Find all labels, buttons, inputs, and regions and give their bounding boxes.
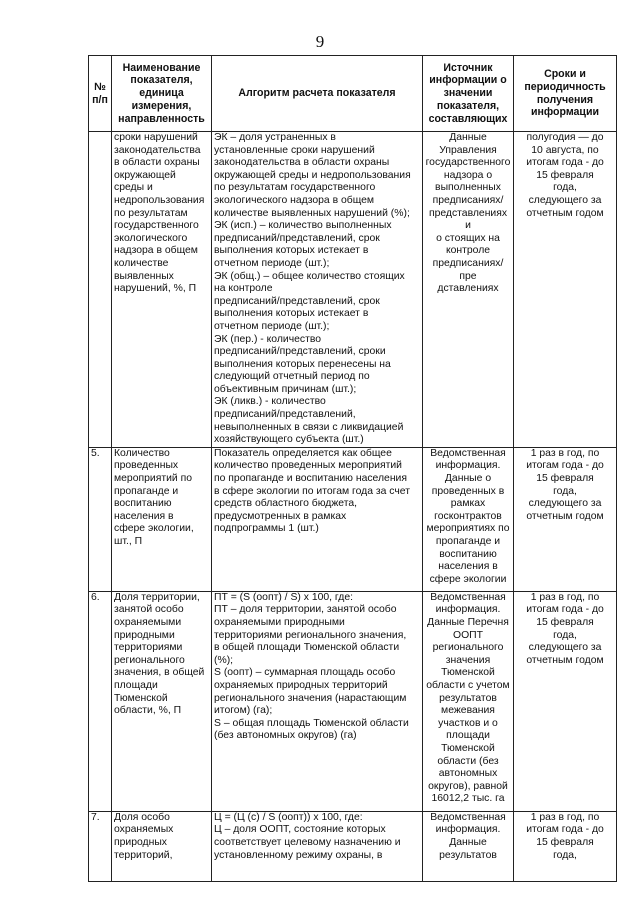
table-header-row — [89, 56, 617, 132]
indicator-source: Ведомственная информация. Данные о проведенных в рамках госконтрактов мероприятиях по пропаганде и воспитанию населения в сфере экологии — [423, 447, 514, 591]
header-algorithm: Алгоритм расчета показателя — [212, 56, 423, 132]
table-row — [89, 132, 617, 448]
indicator-algorithm: Ц = (Ц (с) / S (оопт)) x 100, где: Ц – доля ООПТ, состояние которых соответствует целевому назначению и установленному режиму охраны, в — [212, 811, 423, 881]
indicator-source: Данные Управления государственного надзора о выполненных предписаниях/ представлениях и о стоящих на контроле предписаниях/пре дставлениях — [423, 132, 514, 448]
indicator-source: Ведомственная информация. Данные Перечня ООПТ регионального значения Тюменской области с учетом результатов межевания участков и о площади Тюменской области (без автономных округов), равной 16012,2 тыс. га — [423, 591, 514, 811]
header-indicator-name: Наименование показателя, единица измерения, направленность — [112, 56, 212, 132]
indicator-name: Количество проведенных мероприятий по пропаганде и воспитанию населения в сфере экологии, шт., П — [112, 447, 212, 591]
indicator-algorithm: Показатель определяется как общее количество проведенных мероприятий по пропаганде и воспитанию населения в сфере экологии по итогам года за счет средств областного бюджета, предусмотренных в рамках подпрограммы 1 (шт.) — [212, 447, 423, 591]
row-number: 7. — [89, 811, 112, 881]
indicator-terms: 1 раз в год, по итогам года - до 15 февраля года, следующего за отчетным годом — [514, 447, 617, 591]
header-terms: Сроки и периодичность получения информации — [514, 56, 617, 132]
indicator-terms: полугодия — до 10 августа, по итогам года - до 15 февраля года, следующего за отчетным годом — [514, 132, 617, 448]
indicator-name: Доля территории, занятой особо охраняемыми природными территориями регионального значения, в общей площади Тюменской области, %, П — [112, 591, 212, 811]
row-number — [89, 132, 112, 448]
indicator-algorithm: ЭК – доля устраненных в установленные сроки нарушений законодательства в области охраны окружающей среды и недропользования по результатам государственного экологического надзора в общем количестве выявленных нарушений (%); ЭК (исп.) – количество выполненных предписаний/представлений, срок выполнения которых истекает в отчетном периоде (шт.); ЭК (общ.) – общее количество стоящих на контроле предписаний/представлений, срок выполнения которых истекает в отчетном периоде (шт.); ЭК (пер.) - количество предписаний/представлений, сроки выполнения которых перенесены на следующий отчетный период по объективным причинам (шт.); ЭК (ликв.) - количество предписаний/представлений, невыполненных в связи с ликвидацией хозяйствующего субъекта (шт.) — [212, 132, 423, 448]
indicator-algorithm: ПТ = (S (оопт) / S) x 100, где: ПТ – доля территории, занятой особо охраняемыми природными территориями регионального значения, в общей площади Тюменской области (%); S (оопт) – суммарная площадь особо охраняемых природных территорий регионального значения (нарастающим итогом) (га); S – общая площадь Тюменской области (без автономных округов) (га) — [212, 591, 423, 811]
indicator-name: Доля особо охраняемых природных территорий, — [112, 811, 212, 881]
page-number: 9 — [315, 32, 325, 51]
row-number: 6. — [89, 591, 112, 811]
indicator-source: Ведомственная информация. Данные результатов — [423, 811, 514, 881]
header-source: Источник информации о значении показателя, составляющих — [423, 56, 514, 132]
table-row — [89, 811, 617, 881]
table-row — [89, 591, 617, 811]
indicator-name: сроки нарушений законодательства в области охраны окружающей среды и недропользования по результатам государственного экологического надзора в общем количестве выявленных нарушений, %, П — [112, 132, 212, 448]
table-row — [89, 447, 617, 591]
indicator-terms: 1 раз в год, по итогам года - до 15 февраля года, следующего за отчетным годом — [514, 591, 617, 811]
indicator-terms: 1 раз в год, по итогам года - до 15 февраля года, — [514, 811, 617, 881]
indicators-table — [88, 55, 617, 882]
row-number: 5. — [89, 447, 112, 591]
header-number: № п/п — [89, 56, 112, 132]
